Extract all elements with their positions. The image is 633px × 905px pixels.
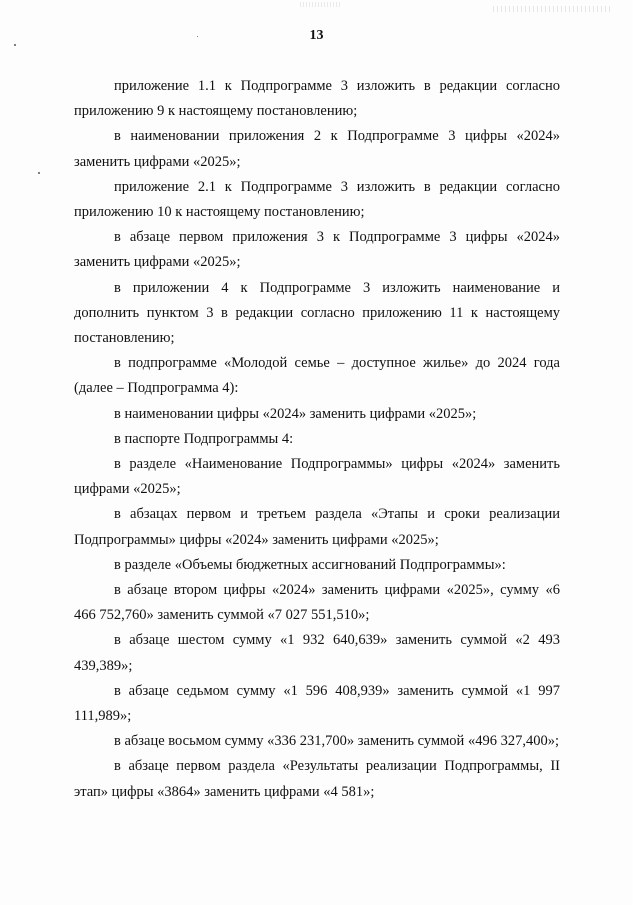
paragraph: в абзаце втором цифры «2024» заменить цифрами «2025», сумму «6 466 752,760» заменить суммой «7 027 551,510»;: [74, 582, 560, 624]
scan-artifact: [493, 6, 613, 12]
scan-artifact: [300, 2, 340, 7]
paragraph: в наименовании приложения 2 к Подпрограмме 3 цифры «2024» заменить цифрами «2025»;: [74, 128, 560, 170]
paragraph: приложение 2.1 к Подпрограмме 3 изложить в редакции согласно приложению 10 к настоящему постановлению;: [74, 178, 560, 221]
paragraph: в абзаце седьмом сумму «1 596 408,939» заменить суммой «1 997 111,989»;: [74, 682, 560, 725]
paragraph: в приложении 4 к Подпрограмме 3 изложить наименование и дополнить пунктом 3 в редакции согласно приложению 11 к настоящему постановлению;: [74, 279, 560, 347]
paragraph: в абзацах первом и третьем раздела «Этапы и сроки реализации Подпрограммы» цифры «2024» заменить цифрами «2025»;: [74, 506, 560, 548]
paragraph: в разделе «Объемы бюджетных ассигнований Подпрограммы»:: [114, 556, 506, 573]
paragraph: в паспорте Подпрограммы 4:: [114, 430, 294, 447]
paragraph: в разделе «Наименование Подпрограммы» цифры «2024» заменить цифрами «2025»;: [74, 456, 560, 498]
paragraph: в подпрограмме «Молодой семье – доступное жилье» до 2024 года (далее – Подпрограмма 4):: [74, 355, 560, 397]
paragraph: в наименовании цифры «2024» заменить цифрами «2025»;: [114, 405, 477, 422]
scan-speck: [14, 44, 16, 46]
scan-speck: [38, 172, 40, 174]
page-number: 13: [309, 28, 324, 43]
paragraph: в абзаце первом раздела «Результаты реализации Подпрограммы, II этап» цифры «3864» заменить цифрами «4 581»;: [74, 758, 560, 800]
paragraph: в абзаце первом приложения 3 к Подпрограмме 3 цифры «2024» заменить цифрами «2025»;: [74, 229, 560, 271]
document-body: [74, 74, 560, 805]
paragraph: в абзаце восьмом сумму «336 231,700» заменить суммой «496 327,400»;: [114, 733, 559, 750]
paragraph: в абзаце шестом сумму «1 932 640,639» заменить суммой «2 493 439,389»;: [74, 632, 560, 674]
paragraph: приложение 1.1 к Подпрограмме 3 изложить в редакции согласно приложению 9 к настоящему постановлению;: [74, 78, 560, 120]
